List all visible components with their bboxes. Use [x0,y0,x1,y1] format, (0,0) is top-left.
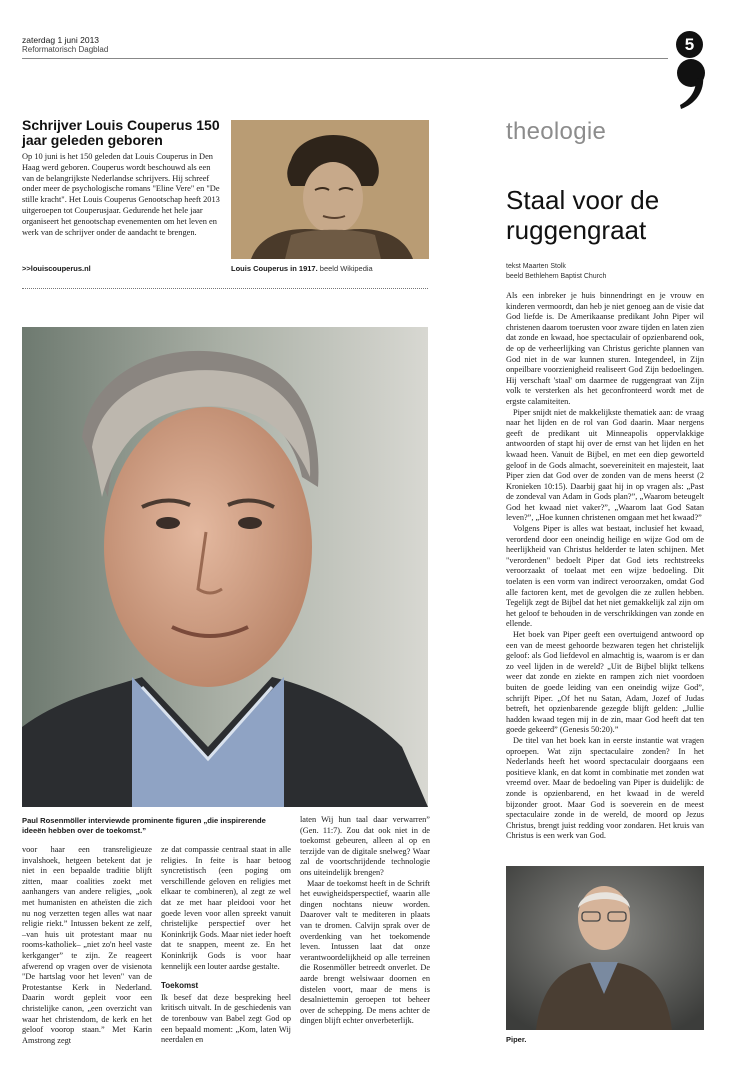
couperus-body [22,152,220,238]
article-paragraph: Volgens Piper is alles wat bestaat, inclusief het kwaad, verordend door een oneindig heilige en wijze God om de heerlijkheid van Christus helderder te laten schijnen. Met "verordenen" bedoelt Piper dat God iets rechtstreeks veroorzaakt of toelaat met een wijze bedoeling. Dit toelaten is een vorm van indirect veroorzaken, omdat God alle factoren kent, met de gevolgen die ze zullen hebben. Tegelijk zegt de Bijbel dat het niet gemakkelijk zal zijn om het geloof te behouden in de verschrikkingen van zonde en ellende. [506,524,704,629]
couperus-photo [231,120,429,259]
couperus-portrait-icon [231,120,429,259]
byline-text: tekst Maarten Stolk [506,263,566,270]
rosenmoller-col-2 [161,845,291,1046]
rosenmoller-col3a-text: laten Wij hun taal daar verwarren” (Gen. 11:7). Zou dat ook niet in de toekomst gebeuren, alleen al op en terzijde van de digitale snelweg? Waar zal de voortschrijdende technologie ons uiteindelijk brengen? [300,815,430,877]
couperus-caption-name: Louis Couperus in 1917. [231,264,318,273]
byline [506,262,606,281]
piper-photo [506,866,704,1030]
section-title: theologie [506,118,607,145]
article-paragraph: Het boek van Piper geeft een overtuigend antwoord op een van de meest gehoorde bezwaren tegen het christelijk geloof: als God liefdevol en almachtig is, waarom is er dan zo veel lijden in de wereld? „Uit de Bijbel blijkt telkens weer dat zonde en ziekte en rampen zich niet voordoen buiten de goede leiding van een oneindig wijze God”, schrijft Piper. „Of het nu Satan, Adam, Jozef of Judas betreft, het opzienbarende gezegde blijft gelden: „Jullie hadden kwaad tegen mij in de zin, maar God heeft dat ten goede gekeerd” (Genesis 50:20).” [506,630,704,735]
byline-image: beeld Bethlehem Baptist Church [506,272,607,280]
article-headline: Staal voor de ruggengraat [506,185,660,245]
masthead-rule [22,58,668,59]
masthead-date: zaterdag 1 juni 2013 [22,35,100,45]
couperus-caption-credit: beeld Wikipedia [319,264,373,273]
article-paragraph: Piper snijdt niet de makkelijkste thematiek aan: de vraag naar het lijden en de rol van God daarin. Maar nergens geeft de predikant uit Minneapolis oppervlakkige antwoorden of stapt hij over de ernst van het lijden en het kwaad heen. Vanuit de Bijbel, en met een diep geworteld geloof in de Gods almacht, soevereiniteit en majesteit, laat Piper zien dat God over de zonden van de mens heerst (2 Kronieken 10:15). Daarbij gaat hij in op vragen als: „Past de zondeval van Adam in Gods plan?”, „Waarom beteugelt God het kwaad niet vaker?”, „Waarom laat God Satan leven?”, „Hoe kunnen christenen omgaan met het kwaad?” [506,407,704,523]
article-paragraph: De titel van het boek kan in eerste instantie wat vragen oproepen. Wat zijn spectaculaire zonden? In het Nederlands heeft het woord spectaculair doorgaans een positieve klank, en dat komt in combinatie met zonden wat vreemd over. Maar de bedoeling van Piper is duidelijk: de zonde is opzienbarend, en het kwaad in de wereld bijzonder groot. Maar God is soeverein en de meest spectaculaire zonde in de wereld, de moord op Jezus Christus, brengt juist redding voor zondaren. Het kruis van Christus is een werk van God. [506,735,704,841]
section-divider [22,288,428,289]
rosenmoller-col2b-text: Ik besef dat deze bespreking heel kritisch uitvalt. In de geschiedenis van de torenbouw van Babel zegt God op een bepaald moment: „Kom, laten Wij neerdalen en [161,992,291,1045]
rosenmoller-col-3 [300,815,430,1027]
rosenmoller-col2-text: ze dat compassie centraal staat in alle religies. In feite is haar betoog syncretistisch (een poging om verschillende geloven en religies met elkaar te combineren), al zegt ze wel dat ze met haar pleidooi voor het goede leven voor allen spreekt vanuit christelijke perspectief over het Koninkrijk Gods. Maar niet ieder hoeft dat te snappen, meent ze. En het Koninkrijk Gods is voor haar kennelijk een louter aardse gestalte. [161,845,291,971]
couperus-headline: Schrijver Louis Couperus 150 jaar geleden geboren [22,117,220,148]
rosenmoller-photo [22,327,428,807]
rosenmoller-subhead: Toekomst [161,981,199,991]
rosenmoller-col3b-text: Maar de toekomst heeft in de Schrift het euwigheidsperspectief, waarin alle dingen nochtans nieuw worden. Daarover valt te mediteren in plaats van te dromen. Calvijn sprak over de overdenking van het toekomende leven. Intussen laat dat onze verantwoordelijkheid op alle terreinen die Rosenmöller betreedt onverlet. De aarde brengt welsiwaar doornen en distelen voort, maar de mens is desalniettemin geroepen tot beheer over de schepping. De mens achter de dingen blijft echter onverbeterlijk. [300,878,430,1026]
rosenmoller-col1-text: voor haar een transreligieuze invalshoek, hetgeen betekent dat je niet in een bepaalde traditie blijft zitten, maar coalities zoekt met aanhangers van andere religies, „ook met humanisten en atheïsten die zich nu nog verzetten tegen alles wat naar religie riekt.” Intussen bekent ze zelf, –van huis uit protestant maar nu rooms-katholiek– „niet zo'n heel vaste kerkganger” te zijn. Ze reageert afwerend op vragen over de visienota "De hartslag voor het leven" van de Protestantse Kerk in Nederland. Daarin wordt gepleit voor een christelijke canon, „een overzicht van waar het christendom, de kerk en het geloof voorop staan.” Met Karin Amstrong zegt [22,845,152,1045]
rosenmoller-portrait-icon [22,327,428,807]
masthead-paper: Reformatorisch Dagblad [22,45,109,54]
article-body [506,291,704,842]
comma-logo-icon [675,58,709,110]
page-number-badge [676,31,703,58]
article-paragraph: Als een inbreker je huis binnendringt en je vrouw en kinderen vermoordt, dan heb je niet genoeg aan de visie dat God liefde is. De Amerikaanse predikant John Piper wil christenen daarom toerusten voor zware tijden en laten zien dat zonde en kwaad, hoe spectaculair of opzienbarend ook, de op de verheerlijking van Christus gerichte plannen van God niet in de war kunnen sturen. Integendeel, in Zijn onpeilbare voorzienigheid realiseert God Zijn bedoelingen. Hij verschaft 'staal' om daarmee de ruggengraat van Zijn volk te versterken als het geconfronteerd wordt met de ergste calamiteiten. [506,291,704,406]
piper-portrait-icon [506,866,704,1030]
rosenmoller-col-1 [22,845,152,1046]
couperus-link[interactable]: >>louiscouperus.nl [22,264,91,273]
couperus-body-text: Op 10 juni is het 150 geleden dat Louis Couperus in Den Haag werd geboren. Couperus wordt beschouwd als een van de belangrijkste Nederlandse schrijvers. Hij schreef onder meer de psychologische romans "Eline Vere" en "De stille kracht". Het Louis Couperus Genootschap heeft 2013 uitgeroepen tot Couperusjaar. Gedurende het hele jaar organiseert het genootschap evenementen om het leven en werk van de schrijver onder de aandacht te brengen. [22,152,220,237]
rosenmoller-caption: Paul Rosenmöller interviewde prominente figuren „die inspirerende ideeën hebben over de toekomst.” [22,816,266,835]
couperus-caption [231,264,373,273]
piper-caption: Piper. [506,1035,527,1044]
page-number: 5 [684,35,695,54]
